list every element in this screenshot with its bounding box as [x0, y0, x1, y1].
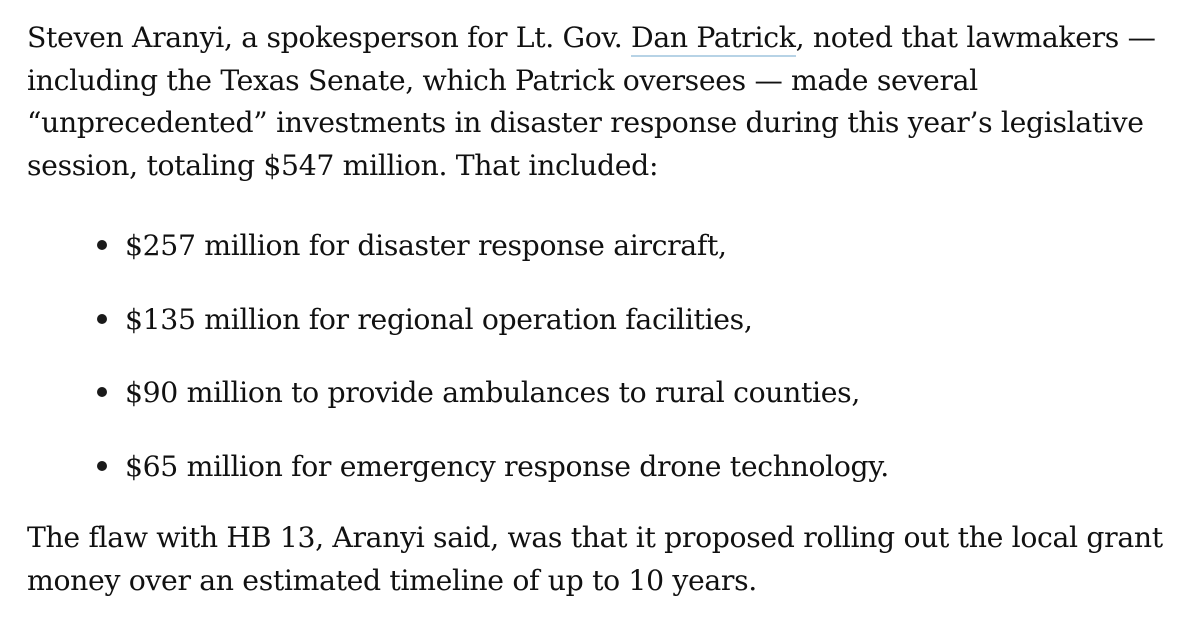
- bullet-icon: [97, 387, 107, 397]
- dan-patrick-link[interactable]: Dan Patrick: [631, 21, 796, 57]
- paragraph-closing: The flaw with HB 13, Aranyi said, was that it proposed rolling out the local grant money over an estimated timeline of up to 10 years.: [27, 521, 1163, 597]
- bullet-icon: [97, 461, 107, 471]
- list-item-text: $90 million to provide ambulances to rural counties,: [125, 376, 860, 409]
- list-item-text: $65 million for emergency response drone technology.: [125, 449, 889, 483]
- bullet-icon: [97, 314, 107, 324]
- list-item-text: $135 million for regional operation facilities,: [125, 302, 753, 336]
- list-item-text: $257 million for disaster response aircraft,: [125, 229, 727, 262]
- list-item: [97, 446, 889, 520]
- list-item: [97, 225, 889, 299]
- list-item: [97, 299, 889, 373]
- funding-list: [97, 225, 889, 519]
- paragraph-intro: [27, 17, 1177, 187]
- list-item: [97, 372, 889, 446]
- paragraph-intro-text-after: , noted that lawmakers — including the Texas Senate, which Patrick oversees — made several “unprecedented” investments in disaster response during this year’s legislative session, totaling $547 million. That included:: [27, 21, 1156, 182]
- article-body: [27, 17, 1187, 597]
- paragraph-intro-text-before: Steven Aranyi, a spokesperson for Lt. Gov.: [27, 21, 632, 54]
- bullet-icon: [97, 240, 107, 250]
